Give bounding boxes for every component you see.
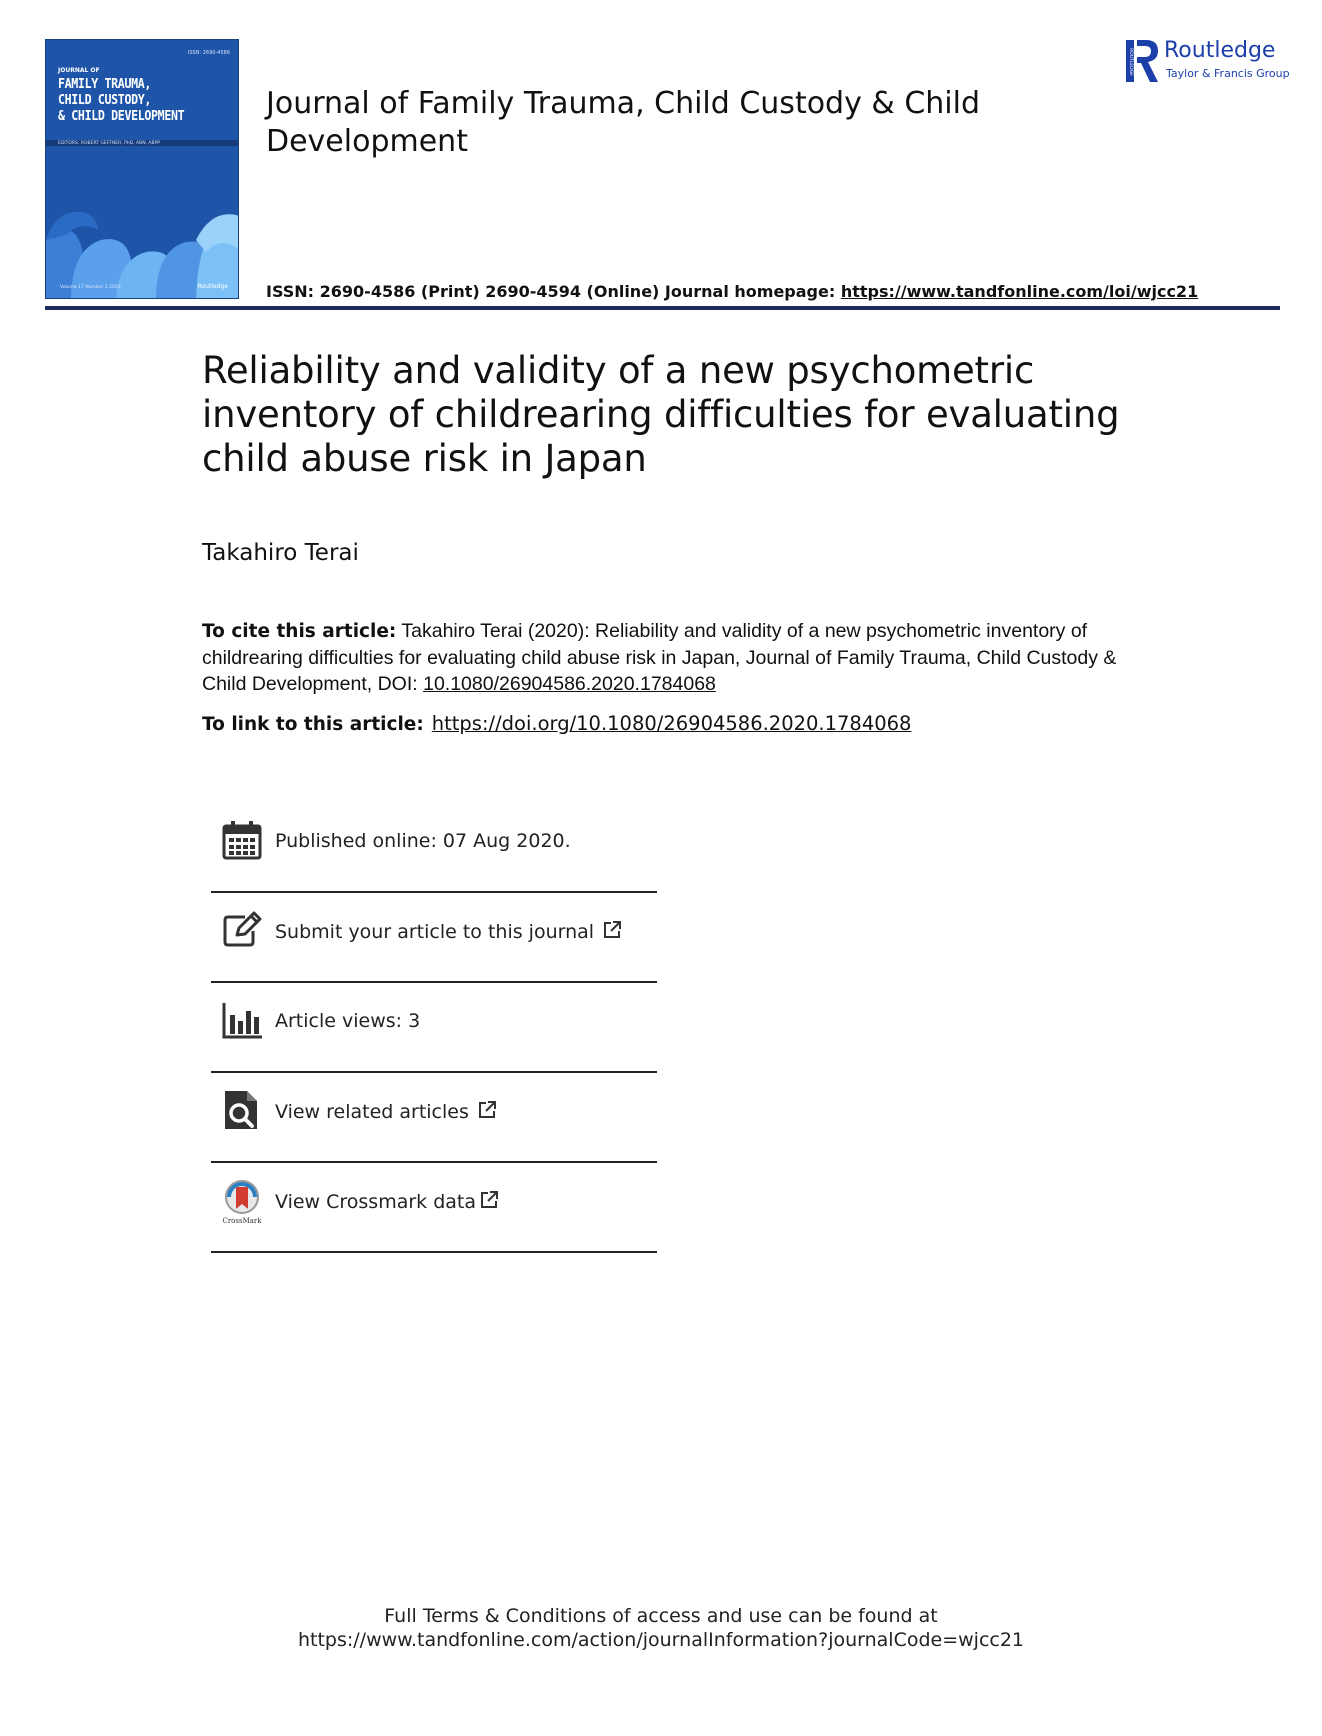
crossmark-icon: [221, 1179, 263, 1225]
external-link-icon: [479, 1190, 499, 1210]
journal-title: Journal of Family Trauma, Child Custody & Child Development: [266, 86, 980, 159]
routledge-brand: Routledge: [1164, 38, 1276, 63]
cite-text: Takahiro Terai (2020): Reliability and validity of a new psychometric inventory of childrearing difficulties for evaluating child abuse risk in Japan, Journal of Family Trauma, Child Custody & Child Development, DOI:: [202, 620, 1117, 695]
document-search-icon: [221, 1089, 263, 1131]
issn-text: ISSN: 2690-4586 (Print) 2690-4594 (Online) Journal homepage:: [266, 282, 841, 301]
cover-volume: Volume 17 Number 1 2020: [60, 285, 121, 290]
article-views-text: Article views: 3: [275, 1010, 421, 1032]
taylor-francis-group: Taylor & Francis Group: [1166, 67, 1290, 80]
crossmark-link[interactable]: [275, 1190, 499, 1213]
terms-url[interactable]: https://www.tandfonline.com/action/journalInformation?journalCode=wjcc21: [297, 1629, 1025, 1651]
terms-footer: [0, 1604, 1322, 1652]
cover-editors: EDITORS: ROBERT GEFFNER, PhD, ABN, ABPP: [58, 141, 161, 146]
routledge-side-text: ROUTLEDGE: [1128, 48, 1133, 76]
related-articles-link[interactable]: [275, 1100, 497, 1123]
crossmark-text: View Crossmark data: [275, 1191, 477, 1213]
cover-title-line: & CHILD DEVELOPMENT: [58, 108, 185, 124]
related-articles-item[interactable]: [211, 1073, 657, 1163]
edit-icon: [221, 909, 263, 951]
routledge-r-icon: [1126, 38, 1160, 84]
related-articles-text: View related articles: [275, 1101, 469, 1123]
bar-chart-icon: [221, 999, 263, 1041]
cover-publisher: Routledge: [197, 283, 228, 290]
issn-line: [266, 282, 1198, 301]
article-link-line: [202, 712, 911, 735]
cover-issn: ISSN: 2690-4586: [187, 50, 230, 56]
submit-article-link[interactable]: [275, 920, 622, 943]
doi-link[interactable]: 10.1080/26904586.2020.1784068: [423, 673, 716, 695]
submit-article-item[interactable]: [211, 893, 657, 983]
external-link-icon: [602, 920, 622, 940]
journal-homepage-link[interactable]: https://www.tandfonline.com/loi/wjcc21: [840, 282, 1199, 301]
header-divider: [45, 306, 1280, 310]
published-online-text: Published online: 07 Aug 2020.: [275, 830, 571, 852]
link-label: To link to this article:: [202, 714, 424, 735]
calendar-icon: [221, 819, 263, 861]
published-online-item: [211, 803, 657, 893]
article-author: Takahiro Terai: [202, 540, 359, 566]
cover-title: [58, 76, 209, 124]
cover-title-line: CHILD CUSTODY,: [58, 92, 152, 108]
article-title: Reliability and validity of a new psychometric inventory of childrearing difficulties for evaluating child abuse risk in Japan: [202, 349, 1120, 480]
routledge-logo[interactable]: [1126, 38, 1296, 86]
crossmark-item[interactable]: [211, 1163, 657, 1253]
cover-journal-of: JOURNAL OF: [58, 67, 100, 74]
journal-cover: [45, 39, 239, 299]
citation-block: [202, 618, 1137, 697]
submit-article-text: Submit your article to this journal: [275, 921, 595, 943]
terms-line: Full Terms & Conditions of access and use can be found at: [384, 1605, 938, 1627]
article-views-item: [211, 983, 657, 1073]
external-link-icon: [477, 1100, 497, 1120]
cite-label: To cite this article:: [202, 621, 397, 642]
cover-title-line: FAMILY TRAUMA,: [58, 76, 152, 92]
article-doi-url-link[interactable]: https://doi.org/10.1080/26904586.2020.1784068: [431, 712, 912, 735]
article-info-list: [211, 803, 657, 1253]
crossmark-caption: CrossMark: [222, 1217, 262, 1225]
